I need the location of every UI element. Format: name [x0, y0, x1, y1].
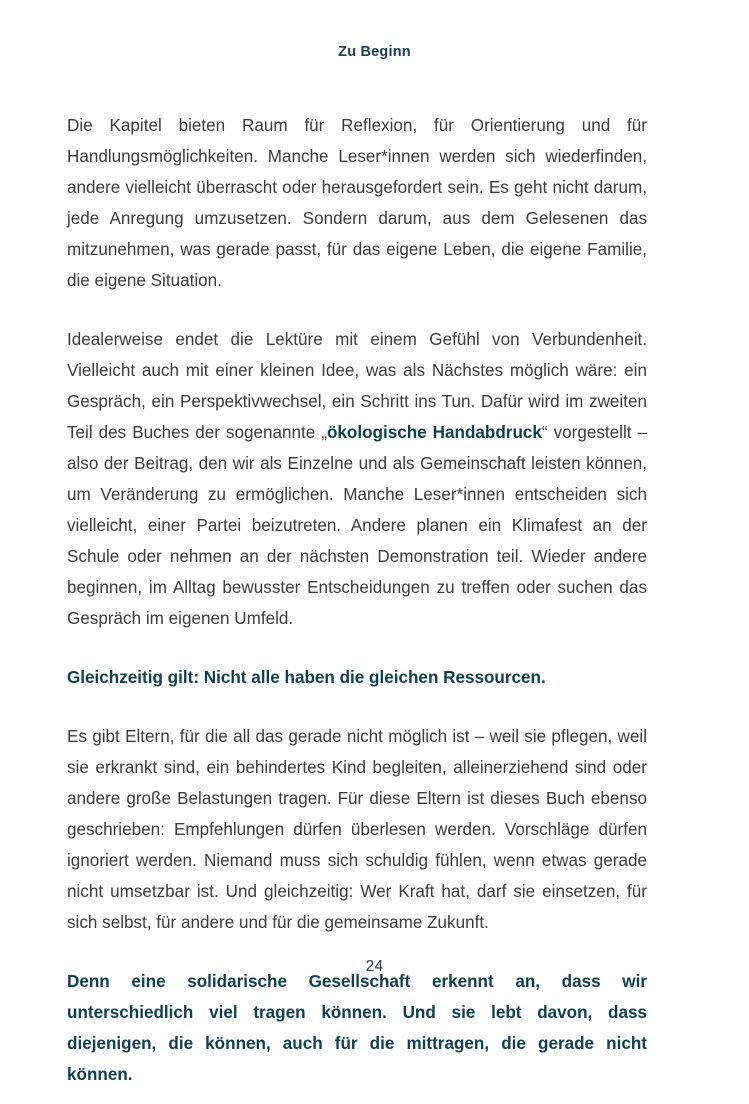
paragraph-2: [67, 324, 647, 634]
highlight-statement-ressourcen: Gleichzeitig gilt: Nicht alle haben die gleichen Ressourcen.: [67, 668, 546, 687]
highlight-block-solidarische-gesellschaft: Denn eine solidarische Gesellschaft erkennt an, dass wir unterschiedlich viel tragen können. Und sie lebt davon, dass diejenigen, die können, auch für die mittragen, die gerade nicht können.: [67, 972, 647, 1084]
paragraph-4: Es gibt Eltern, für die all das gerade nicht möglich ist – weil sie pflegen, weil sie erkrankt sind, ein behindertes Kind begleiten, alleinerziehend sind oder andere große Belastungen tragen. Für diese Eltern ist dieses Buch ebenso geschrieben: Empfehlungen dürfen überlesen werden. Vorschläge dürfen ignoriert werden. Niemand muss sich schuldig fühlen, wenn etwas gerade nicht umsetzbar ist. Und gleichzeitig: Wer Kraft hat, darf sie einsetzen, für sich selbst, für andere und für die gemeinsame Zukunft.: [67, 727, 647, 932]
paragraph-2-text-after: “ vorgestellt – also der Beitrag, den wir als Einzelne und als Gemeinschaft leisten können, um Veränderung zu ermöglichen. Manche Leser*innen entscheiden sich vielleicht, einer Partei beizutreten. Andere planen ein Klimafest an der Schule oder nehmen an der nächsten Demonstration teil. Wieder andere beginnen, im Alltag bewusster Entscheidungen zu treffen oder suchen das Gespräch im eigenen Umfeld.: [67, 423, 648, 628]
paragraph-2-text-before: Idealerweise endet die Lektüre mit einem Gefühl von Verbundenheit. Vielleicht auch mit einer kleinen Idee, was als Nächstes möglich wäre: ein Gespräch, ein Perspektivwechsel, ein Schritt ins Tun. Dafür wird im zweiten Teil des Buches der sogenannte „: [67, 330, 647, 442]
page-number: 24: [365, 958, 384, 975]
paragraph-1: Die Kapitel bieten Raum für Reflexion, für Orientierung und für Handlungsmöglichkeiten. Manche Leser*innen werden sich wiederfinden, andere vielleicht überrascht oder herausgefordert sein. Es geht nicht darum, jede Anregung umzusetzen. Sondern darum, aus dem Gelesenen das mitzunehmen, was gerade passt, für das eigene Leben, die eigene Familie, die eigene Situation.: [67, 116, 647, 290]
running-head: Zu Beginn: [338, 44, 411, 60]
emphasis-oekologischer-handabdruck: ökologische Handabdruck: [326, 423, 542, 442]
text-column: [67, 110, 647, 1104]
